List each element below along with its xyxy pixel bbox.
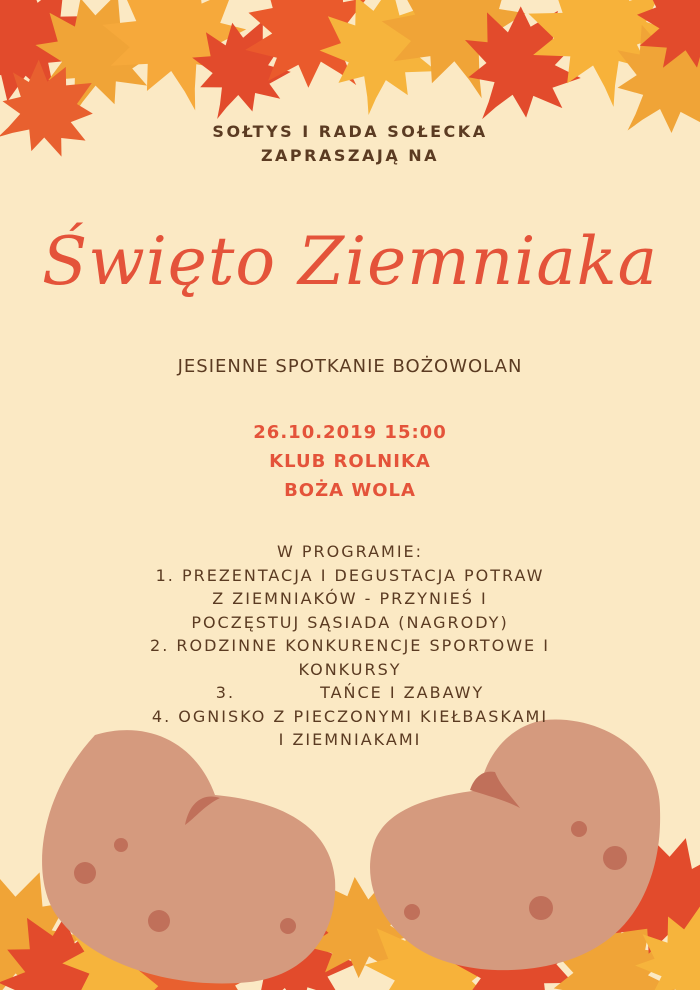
organizer-header (0, 120, 700, 168)
program-line: 4. OGNISKO Z PIECZONYMI KIEŁBASKAMI (151, 706, 549, 726)
event-title: Święto Ziemniaka (41, 223, 659, 300)
event-details (0, 418, 700, 505)
program-heading: W PROGRAMIE: (276, 542, 424, 561)
event-venue: KLUB ROLNIKA (269, 451, 431, 472)
program-line: 3. TAŃCE I ZABAWY (215, 683, 485, 702)
program-line: I ZIEMNIAKAMI (278, 730, 422, 749)
event-subtitle: JESIENNE SPOTKANIE BOŻOWOLAN (177, 356, 523, 377)
program-line: 2. RODZINNE KONKURENCJE SPORTOWE I (150, 636, 550, 655)
invitation-line: ZAPRASZAJĄ NA (260, 146, 440, 165)
event-datetime: 26.10.2019 15:00 (253, 422, 447, 443)
program-section (0, 540, 700, 752)
program-line: POCZĘSTUJ SĄSIADA (NAGRODY) (191, 612, 509, 632)
program-line: KONKURSY (298, 659, 402, 679)
event-location: BOŻA WOLA (284, 480, 416, 501)
program-line: 1. PREZENTACJA I DEGUSTACJA POTRAW (155, 565, 545, 585)
organizer-line: SOŁTYS I RADA SOŁECKA (212, 122, 488, 141)
program-line: Z ZIEMNIAKÓW - PRZYNIEŚ I (212, 589, 488, 608)
